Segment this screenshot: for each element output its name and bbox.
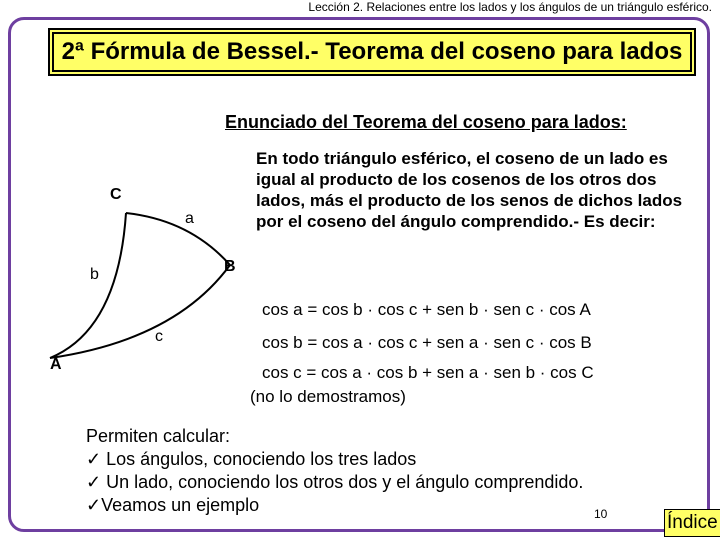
uses-list: [86, 425, 583, 517]
vertex-b-label: B: [224, 258, 236, 275]
formula-cos-c: cos c = cos a · cos b + sen a · sen b · cos C: [262, 363, 594, 382]
side-b-label: b: [90, 266, 99, 283]
side-b-arc: [50, 213, 126, 358]
theorem-statement: En todo triángulo esférico, el coseno de un lado es igual al producto de los cosenos de los otros dos lados, más el producto de los senos de dichos lados por el coseno del ángulo comprendido.- Es decir:: [256, 149, 683, 231]
vertex-c-label: C: [110, 186, 122, 203]
spherical-triangle-diagram: [40, 180, 240, 385]
slide-title: 2ª Fórmula de Bessel.- Teorema del coseno para lados: [52, 32, 692, 72]
formula-cos-b: cos b = cos a · cos c + sen a · sen c · cos B: [262, 333, 592, 352]
proof-note: (no lo demostramos): [250, 387, 406, 406]
side-c-arc: [50, 265, 230, 358]
page-number: 10: [594, 507, 608, 521]
vertex-a-label: A: [50, 356, 62, 373]
use-item-example[interactable]: ✓Veamos un ejemplo: [86, 495, 260, 515]
formula-cos-a: cos a = cos b · cos c + sen b · sen c · cos A: [262, 300, 591, 319]
triangle-svg: [40, 180, 240, 380]
side-a-arc: [126, 213, 230, 265]
side-c-label: c: [155, 328, 163, 345]
theorem-subheading: Enunciado del Teorema del coseno para lados:: [225, 112, 627, 132]
use-item-angles: ✓ Los ángulos, conociendo los tres lados: [86, 449, 417, 469]
lesson-header: Lección 2. Relaciones entre los lados y los ángulos de un triángulo esférico.: [308, 0, 712, 14]
index-button[interactable]: Índice: [664, 509, 720, 537]
side-a-label: a: [185, 210, 194, 227]
uses-title: Permiten calcular:: [86, 426, 231, 446]
use-item-side: ✓ Un lado, conociendo los otros dos y el ángulo comprendido.: [86, 472, 584, 492]
